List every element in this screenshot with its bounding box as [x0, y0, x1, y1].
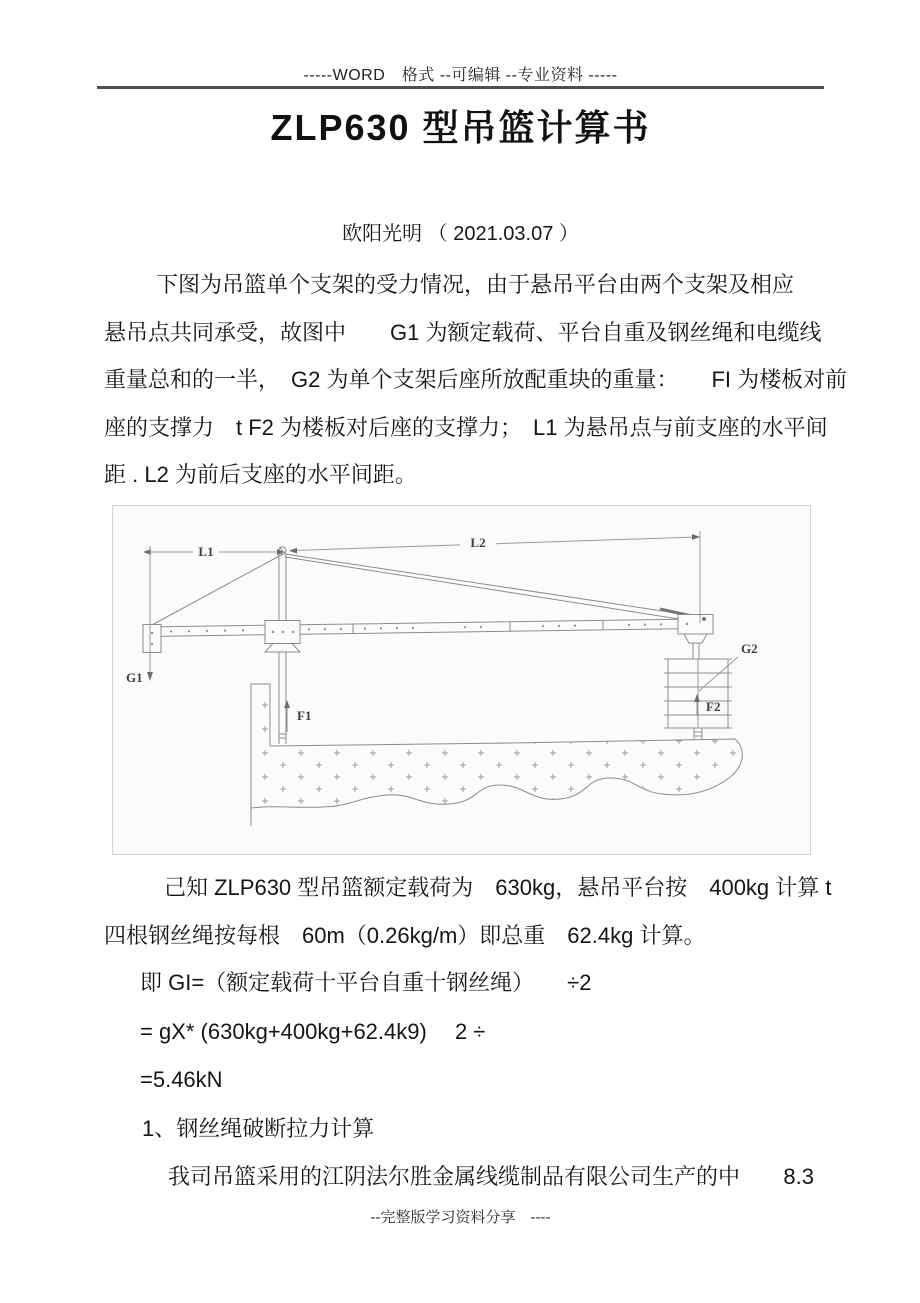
dimension-label-l1: L1 [198, 544, 214, 559]
rear-post [693, 643, 699, 659]
rear-base-post [694, 728, 702, 740]
equation-line: 即 GI=（额定载荷十平台自重十钢丝绳） ÷2 [140, 970, 592, 995]
l2-dimension-line [290, 537, 700, 551]
support-diagram-drawing [113, 506, 810, 854]
beam-left-end-cap [143, 625, 161, 653]
beam-rivet-dots [170, 623, 662, 632]
rear-bracket-pin [702, 617, 706, 621]
load-label-g1: G1 [126, 670, 143, 685]
intro-line: 距 . L2 为前后支座的水平间距。 [104, 462, 417, 487]
author-line: 欧阳光明 （ 2021.03.07 ） [342, 223, 579, 245]
header-divider-rule [97, 86, 824, 89]
equation-line: =5.46kN [140, 1067, 223, 1092]
footer-note: --完整版学习资料分享 ---- [370, 1209, 551, 1226]
section-heading: 1、钢丝绳破断拉力计算 [142, 1116, 375, 1141]
f1-arrowhead [284, 700, 290, 708]
main-beam [145, 619, 700, 637]
front-tie-rod [150, 554, 283, 626]
force-label-f1: F1 [297, 708, 312, 723]
force-label-f2: F2 [706, 699, 721, 714]
page-title: ZLP630 型吊篮计算书 [270, 107, 651, 148]
mast-saddle-skirt [265, 644, 300, 653]
intro-paragraph [104, 261, 848, 499]
rear-bracket [678, 615, 713, 635]
section-body-line [104, 1153, 828, 1201]
mast-foot-rungs [279, 734, 286, 738]
intro-line: 悬吊点共同承受，故图中 G1 为额定载荷、平台自重及钢丝绳和电缆线 [104, 319, 822, 345]
header-note: -----WORD 格式 --可编辑 --专业资料 ----- [303, 67, 618, 84]
trailing-number: 8.3 [783, 1164, 814, 1189]
equation-line: = gX* (630kg+400kg+62.4k9) 2 ÷ [140, 1018, 486, 1044]
intro-line: 座的支撑力 t F2 为楼板对后座的支撑力； L1 为悬吊点与前支座的水平间 [104, 414, 828, 440]
dimension-label-l2: L2 [470, 535, 486, 550]
equation-block [140, 959, 864, 1105]
section-body-text: 我司吊篮采用的江阴法尔胜金属线缆制品有限公司生产的中 [168, 1164, 741, 1189]
known-paragraph [104, 864, 832, 960]
intro-line: 重量总和的一半， G2 为单个支架后座所放配重块的重量： FI 为楼板对前 [104, 367, 848, 392]
known-line: 己知 ZLP630 型吊篮额定载荷为 630kg，悬吊平台按 400kg 计算 t [164, 875, 832, 900]
support-force-diagram [112, 505, 811, 855]
known-line: 四根钢丝绳按每根 60m（0.26kg/m）即总重 62.4kg 计算。 [104, 923, 706, 948]
intro-line: 下图为吊篮单个支架的受力情况，由于悬吊平台由两个支架及相应 [156, 272, 795, 297]
load-label-g2: G2 [741, 641, 758, 656]
rear-tie-rod [285, 554, 702, 622]
rear-bracket-skirt [684, 634, 707, 643]
g1-arrowhead [147, 672, 153, 681]
